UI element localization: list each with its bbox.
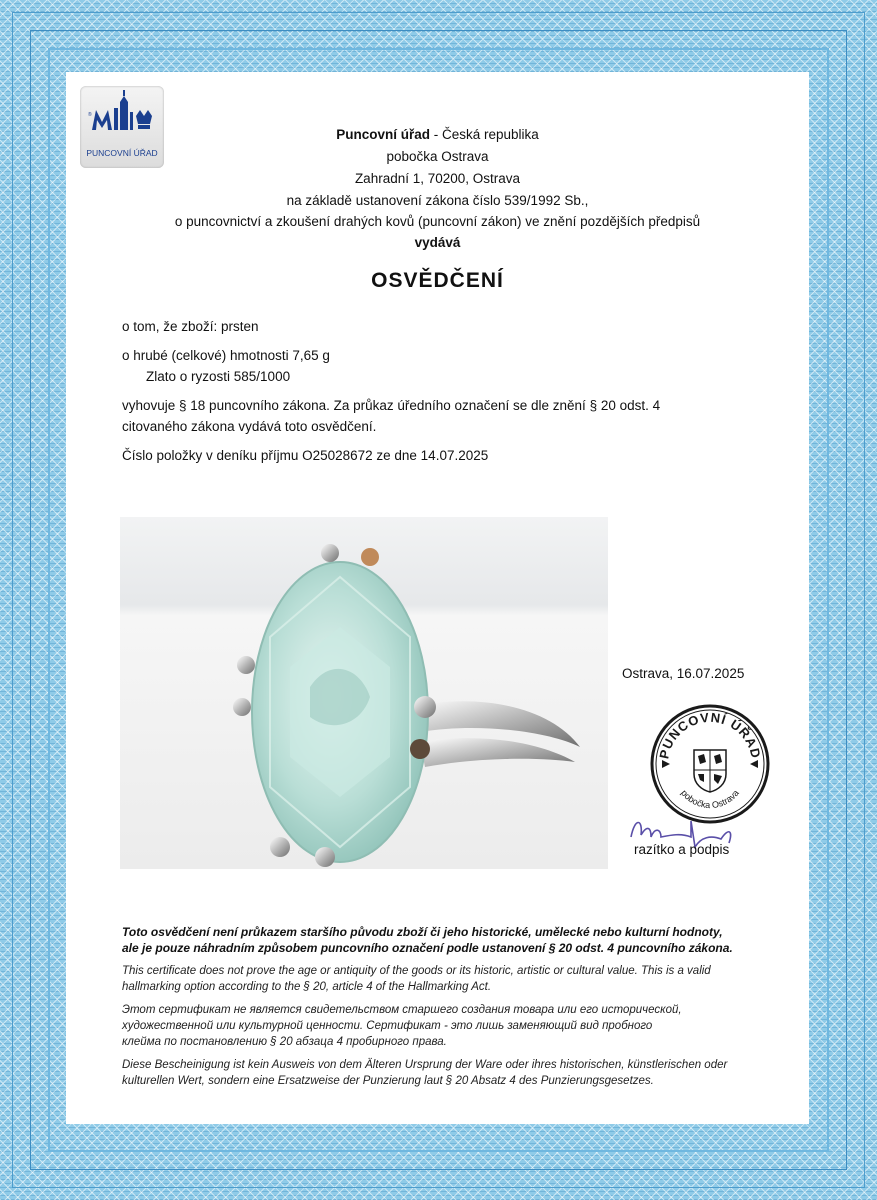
ring-photo bbox=[120, 517, 608, 869]
compliance-line-2: citovaného zákona vydává toto osvědčení. bbox=[122, 419, 377, 434]
issuer-country: - Česká republika bbox=[429, 127, 539, 142]
logo-caption: PUNCOVNÍ ÚŘAD bbox=[86, 148, 158, 158]
disclaimer-ru-line-1: Этот сертификат не является свидетельством старшего создания товара или его исторической, bbox=[122, 1004, 682, 1016]
disclaimer-cz-line-2: ale je pouze náhradním způsobem puncovního označení podle ustanovení § 20 odst. 4 puncovního zákona. bbox=[122, 941, 733, 955]
coat-of-arms-icon bbox=[694, 750, 726, 792]
disclaimer-en-line-2: hallmarking option according to the § 20, article 4 of the Hallmarking Act. bbox=[122, 981, 492, 993]
address-line: Zahradní 1, 70200, Ostrava bbox=[354, 171, 521, 186]
compliance-line-1: vyhovuje § 18 puncovního zákona. Za průkaz úředního označení se dle znění § 20 odst. 4 bbox=[122, 398, 661, 413]
goods-line: o tom, že zboží: prsten bbox=[122, 319, 259, 334]
ledger-entry-line: Číslo položky v deníku příjmu O25028672 ze dne 14.07.2025 bbox=[122, 448, 489, 463]
weight-line: o hrubé (celkové) hmotnosti 7,65 g bbox=[122, 348, 330, 363]
disclaimer-en-line-1: This certificate does not prove the age or antiquity of the goods or its historic, artistic or cultural value. This is a valid bbox=[122, 965, 711, 977]
gold-purity-line: Zlato o ryzosti 585/1000 bbox=[146, 369, 291, 384]
issuer-line bbox=[66, 126, 809, 144]
branch-line: pobočka Ostrava bbox=[386, 149, 489, 164]
aquamarine-gem bbox=[252, 562, 428, 862]
disclaimer-ru-line-3: клейма по постановлению § 20 абзаца 4 пробирного права. bbox=[122, 1036, 447, 1048]
certificate-title: OSVĚDČENÍ bbox=[371, 269, 504, 292]
svg-text:®: ® bbox=[88, 112, 92, 118]
disclaimer-de-line-2: kulturellen Wert, sondern eine Ersatzweise der Punzierung laut § 20 Absatz 4 des Punzierungsgesetzes. bbox=[122, 1075, 654, 1087]
certificate-sheet bbox=[66, 72, 809, 1124]
disclaimer-ru-line-2: художественной или культурной ценности. Сертификат - это лишь заменяющий вид пробного bbox=[122, 1020, 653, 1032]
issues-line: vydává bbox=[414, 235, 461, 250]
law-line-1: na základě ustanovení zákona číslo 539/1992 Sb., bbox=[286, 193, 589, 208]
disclaimer-cz-line-1: Toto osvědčení není průkazem staršího původu zboží či jeho historické, umělecké nebo kulturní hodnoty, bbox=[122, 925, 723, 939]
stamp-signature-label: razítko a podpis bbox=[634, 842, 730, 857]
disclaimer-de-line-1: Diese Bescheinigung ist kein Ausweis von dem Älteren Ursprung der Ware oder ihres historischen, künstlerischen oder bbox=[122, 1059, 728, 1071]
svg-text:PUNCOVNÍ ÚŘAD: PUNCOVNÍ ÚŘAD bbox=[656, 709, 764, 761]
place-date: Ostrava, 16.07.2025 bbox=[622, 666, 745, 681]
svg-text:pobočka Ostrava: pobočka Ostrava bbox=[679, 787, 741, 811]
issuer-name: Puncovní úřad bbox=[336, 127, 430, 142]
law-line-2: o puncovnictví a zkoušení drahých kovů (puncovní zákon) ve znění pozdějších předpisů bbox=[174, 214, 701, 229]
